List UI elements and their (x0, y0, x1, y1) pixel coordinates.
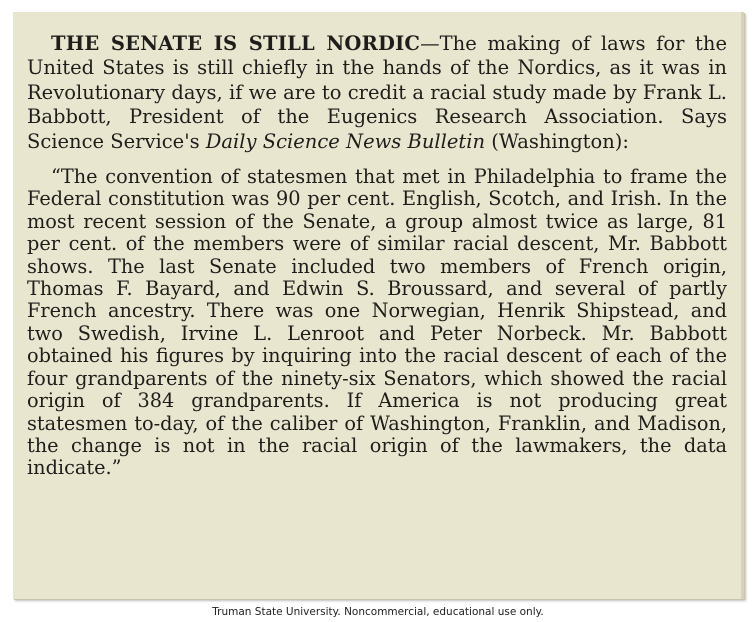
newspaper-clipping (13, 12, 744, 599)
intro-paragraph (27, 32, 727, 154)
intro-text: —The making of laws for the United States is still chiefly in the hands of the Nordics, as it was in Revolutionary days, if we are to credit a racial study made by Frank L. Babbott, President of the Eugenics Research Association. Says Science Service's (27, 32, 727, 153)
source-caption: Truman State University. Noncommercial, educational use only. (212, 606, 544, 618)
article-body (27, 32, 727, 480)
intro-text-end: (Washington): (485, 129, 629, 153)
quoted-paragraph: “The convention of statesmen that met in Philadelphia to frame the Federal constitution was 90 per cent. English, Scotch, and Irish. In the most recent session of the Senate, a group almost twice as large, 81 per cent. of the members were of similar racial descent, Mr. Babbott shows. The last Senate included two members of French origin, Thomas F. Bayard, and Edwin S. Broussard, and several of partly French ancestry. There was one Norwegian, Henrik Shipstead, and two Swedish, Irvine L. Lenroot and Peter Norbeck. Mr. Babbott obtained his figures by inquiring into the racial descent of each of the four grandparents of the ninety-six Senators, which showed the racial origin of 384 grandparents. If America is not producing great statesmen to-day, of the caliber of Washington, Franklin, and Madison, the change is not in the racial origin of the lawmakers, the data indicate.” (27, 165, 727, 480)
headline: THE SENATE IS STILL NORDIC (51, 32, 421, 55)
publication-title: Daily Science News Bulletin (205, 129, 486, 153)
